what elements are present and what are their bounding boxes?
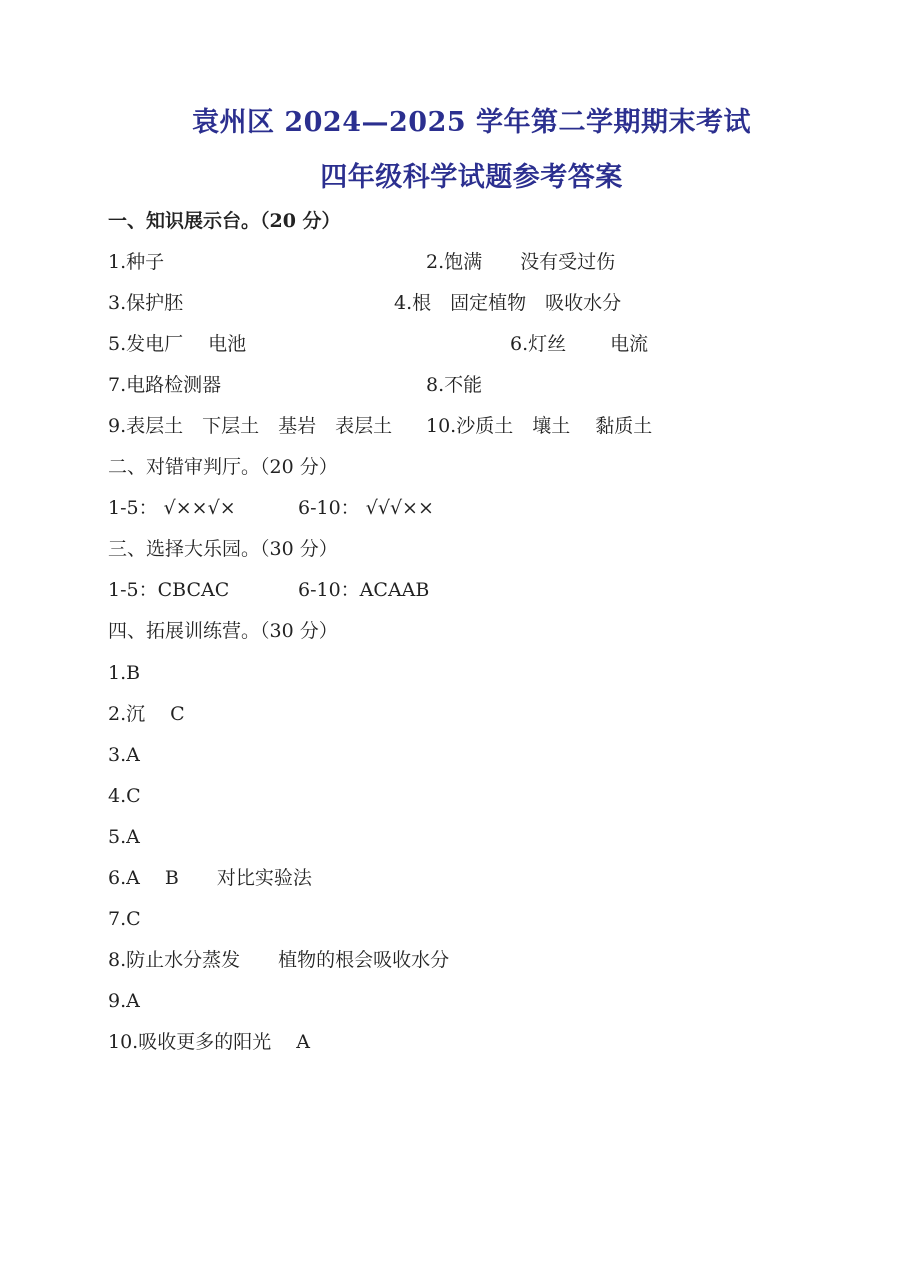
- answer-4-8: 8.防止水分蒸发 植物的根会吸收水分: [108, 949, 450, 971]
- answer-4-10: 10.吸收更多的阳光 A: [108, 1031, 310, 1053]
- answer-4-2: 2.沉 C: [108, 703, 185, 725]
- section-1-heading: 一、知识展示台。（20 分）: [108, 210, 341, 232]
- answer-3-6-10: 6-10：ACAAB: [298, 579, 430, 601]
- answer-1-10: 10.沙质土 壤土 黏质土: [426, 415, 653, 437]
- answer-4-5: 5.A: [108, 826, 140, 848]
- page-title: 袁州区 2024—2025 学年第二学期期末考试: [191, 107, 752, 138]
- answer-1-7: 7.电路检测器: [108, 374, 222, 396]
- section-3-heading: 三、选择大乐园。（30 分）: [108, 538, 338, 560]
- answer-2-1-5: 1-5： √××√×: [108, 497, 236, 519]
- answer-4-9: 9.A: [108, 990, 140, 1012]
- answer-2-6-10: 6-10： √√√××: [298, 497, 434, 519]
- answer-4-7: 7.C: [108, 908, 141, 930]
- section-4-heading: 四、拓展训练营。（30 分）: [108, 620, 338, 642]
- answer-1-9: 9.表层土 下层土 基岩 表层土: [108, 415, 393, 437]
- answer-3-1-5: 1-5：CBCAC: [108, 579, 230, 601]
- answer-4-6: 6.A B 对比实验法: [108, 867, 312, 889]
- answer-4-3: 3.A: [108, 744, 140, 766]
- page-subtitle: 四年级科学试题参考答案: [320, 162, 623, 193]
- answer-1-1: 1.种子: [108, 251, 165, 273]
- section-2-heading: 二、对错审判厅。（20 分）: [108, 456, 338, 478]
- answer-1-8: 8.不能: [426, 374, 483, 396]
- answer-1-5: 5.发电厂 电池: [108, 333, 247, 355]
- answer-1-6: 6.灯丝 电流: [510, 333, 649, 355]
- answer-1-3: 3.保护胚: [108, 292, 184, 314]
- answer-1-2: 2.饱满 没有受过伤: [426, 251, 616, 273]
- answer-4-4: 4.C: [108, 785, 141, 807]
- answer-4-1: 1.B: [108, 662, 141, 684]
- answer-1-4: 4.根 固定植物 吸收水分: [394, 292, 622, 314]
